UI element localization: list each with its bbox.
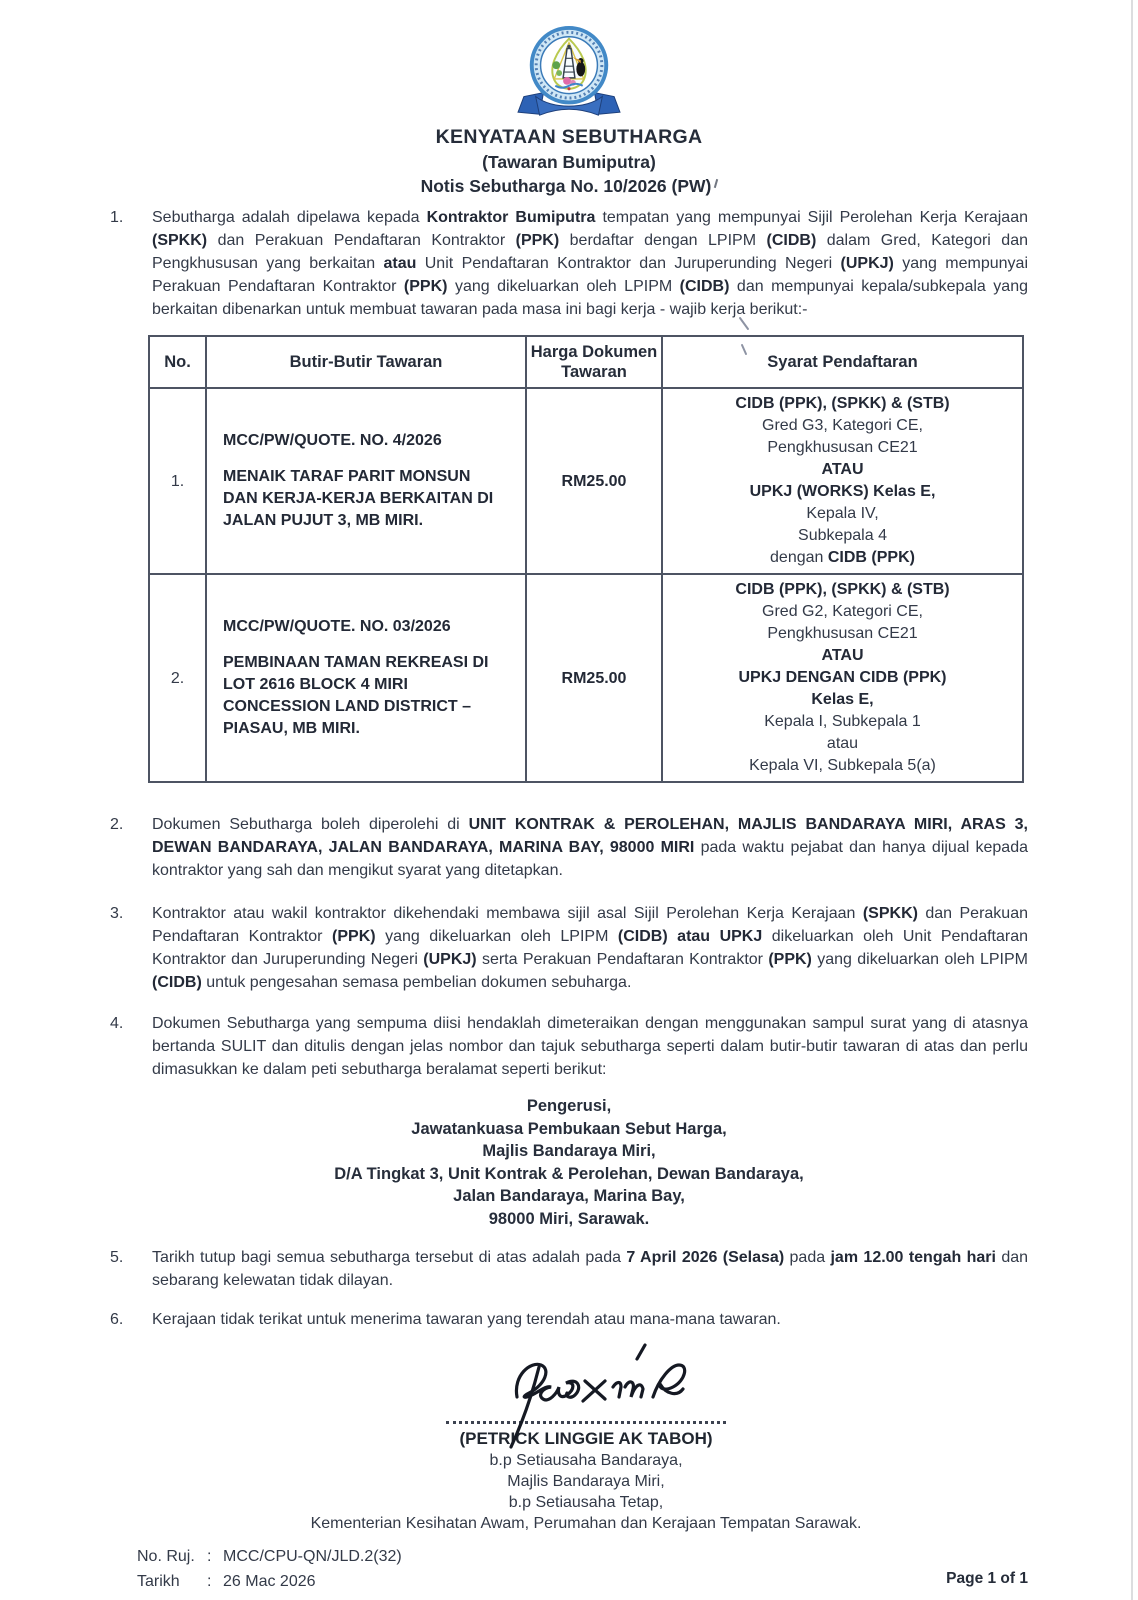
paragraph-1	[110, 206, 1028, 321]
handwritten-signature	[487, 1335, 717, 1453]
document-title: KENYATAAN SEBUTHARGA	[435, 126, 703, 148]
scan-artifact-tick	[714, 179, 718, 188]
notice-number-text: Notis Sebutharga No. 10/2026 (PW)	[420, 176, 712, 196]
paragraph-5-text: Tarikh tutup bagi semua sebutharga tersebut di atas adalah pada 7 April 2026 (Selasa) pada jam 12.00 tengah hari dan sebarang kelewatan tidak dilayan.	[152, 1249, 1029, 1289]
row2-price: RM25.00	[526, 574, 662, 782]
paragraph-1-text: Sebutharga adalah dipelawa kepada Kontraktor Bumiputra tempatan yang mempunyai Sijil Perolehan Kerja Kerajaan (SPKK) dan Perakuan Pendaftaran Kontraktor (PPK) berdaftar dengan LPIPM (CIDB) dalam Gred, Kategori dan Pengkhususan yang berkaitan atau Unit Pendaftaran Kontraktor dan Juruperunding Negeri (UPKJ) yang mempunyai Perakuan Pendaftaran Kontraktor (PPK) yang dikeluarkan oleh LPIPM (CIDB) dan mempunyai kepala/subkepala yang berkaitan dibenarkan untuk membuat tawaran pada masa ini bagi kerja - wajib kerja berikut:-	[152, 209, 1029, 318]
table-row-2	[149, 574, 1023, 782]
date-row	[137, 1569, 402, 1594]
row2-no: 2.	[149, 574, 206, 782]
document-body	[110, 206, 1028, 1534]
document-footer	[137, 1544, 402, 1594]
paragraph-5-number: 5.	[110, 1249, 124, 1266]
paragraph-2-text: Dokumen Sebutharga boleh diperolehi di UNIT KONTRAK & PEROLEHAN, MAJLIS BANDARAYA MIRI, ARAS 3, DEWAN BANDARAYA, JALAN BANDARAYA, MARINA BAY, 98000 MIRI pada waktu pejabat dan hanya dijual kepada kontraktor yang sah dan mengikut syarat yang ditetapkan.	[152, 816, 1029, 879]
paragraph-3-text: Kontraktor atau wakil kontraktor dikehendaki membawa sijil asal Sijil Perolehan Kerja Kerajaan (SPKK) dan Perakuan Pendaftaran Kontraktor (PPK) yang dikeluarkan oleh LPIPM (CIDB) atau UPKJ dikeluarkan oleh Unit Pendaftaran Kontraktor dan Juruperunding Negeri (UPKJ) serta Perakuan Pendaftaran Kontraktor (PPK) yang dikeluarkan oleh LPIPM (CIDB) untuk pengesahan semasa pembelian dokumen sebuharga.	[152, 905, 1029, 991]
majlis-bandaraya-miri-crest-logo	[510, 24, 628, 124]
paragraph-4-text: Dokumen Sebutharga yang sempuma diisi hendaklah dimeteraikan dengan menggunakan sampul surat yang di atasnya bertanda SULIT dan ditulis dengan jelas nombor dan tajuk sebutharga seperti dalam butir-butir tawaran di atas dan perlu dimasukkan ke dalam peti sebutharga beralamat seperti berikut:	[152, 1015, 1028, 1078]
table-header-row	[149, 336, 1023, 388]
paragraph-1-number: 1.	[110, 209, 124, 226]
paragraph-4-number: 4.	[110, 1015, 124, 1032]
reference-separator: :	[207, 1548, 212, 1565]
col-header-butir: Butir-Butir Tawaran	[206, 336, 526, 388]
paragraph-6	[110, 1308, 1028, 1331]
paragraph-6-number: 6.	[110, 1311, 124, 1328]
submission-address-block: Pengerusi, Jawatankuasa Pembukaan Sebut Harga, Majlis Bandaraya Miri, D/A Tingkat 3, Unit Kontrak & Perolehan, Dewan Bandaraya, Jalan Bandaraya, Marina Bay, 98000 Miri, Sarawak.	[334, 1097, 804, 1228]
row1-work-title: MENAIK TARAF PARIT MONSUN DAN KERJA-KERJA BERKAITAN DI JALAN PUJUT 3, MB MIRI.	[223, 468, 494, 529]
page-number: Page 1 of 1	[946, 1570, 1028, 1587]
row1-price: RM25.00	[526, 388, 662, 574]
col-header-syarat: Syarat Pendaftaran	[662, 336, 1023, 388]
reference-number-row	[137, 1544, 402, 1569]
date-label: Tarikh	[137, 1573, 180, 1590]
row2-quote-ref: MCC/PW/QUOTE. NO. 03/2026	[223, 618, 451, 635]
col-header-harga: Harga Dokumen Tawaran	[526, 336, 662, 388]
paragraph-6-text: Kerajaan tidak terikat untuk menerima tawaran yang terendah atau mana-mana tawaran.	[152, 1311, 781, 1328]
paragraph-2-number: 2.	[110, 816, 124, 833]
col-header-no: No.	[149, 336, 206, 388]
row2-work-title: PEMBINAAN TAMAN REKREASI DI LOT 2616 BLOCK 4 MIRI CONCESSION LAND DISTRICT – PIASAU, MB MIRI.	[223, 654, 489, 737]
signatory-titles: b.p Setiausaha Bandaraya, Majlis Bandaraya Miri, b.p Setiausaha Tetap, Kementerian Kesihatan Awam, Perumahan dan Kerajaan Tempatan Sarawak.	[310, 1452, 862, 1532]
reference-value: MCC/CPU-QN/JLD.2(32)	[223, 1548, 402, 1565]
pen-mark-artifact	[737, 315, 751, 357]
paragraph-5	[110, 1246, 1028, 1292]
row1-no: 1.	[149, 388, 206, 574]
row1-butir	[206, 388, 526, 574]
signatory-name: (PETRICK LINGGIE AK TABOH)	[459, 1429, 713, 1448]
tender-table	[148, 335, 1024, 783]
date-separator: :	[207, 1573, 212, 1590]
paragraph-3-number: 3.	[110, 905, 124, 922]
paragraph-3	[110, 902, 1028, 994]
notice-number-line	[0, 174, 1138, 198]
row1-syarat: CIDB (PPK), (SPKK) & (STB) Gred G3, Kategori CE, Pengkhususan CE21 ATAU UPKJ (WORKS) Kelas E, Kepala IV, Subkepala 4 dengan CIDB (PPK)	[662, 388, 1023, 574]
scan-edge-line	[1131, 0, 1133, 1600]
row2-syarat: CIDB (PPK), (SPKK) & (STB) Gred G2, Kategori CE, Pengkhususan CE21 ATAU UPKJ DENGAN CIDB (PPK) Kelas E, Kepala I, Subkepala 1 atau Kepala VI, Subkepala 5(a)	[662, 574, 1023, 782]
date-value: 26 Mac 2026	[223, 1573, 316, 1590]
paragraph-4	[110, 1012, 1028, 1081]
signature-block	[306, 1335, 866, 1534]
table-row-1	[149, 388, 1023, 574]
document-header	[0, 0, 1138, 198]
row2-butir	[206, 574, 526, 782]
document-subtitle: (Tawaran Bumiputra)	[482, 152, 656, 172]
reference-label: No. Ruj.	[137, 1548, 195, 1565]
paragraph-2	[110, 813, 1028, 882]
row1-quote-ref: MCC/PW/QUOTE. NO. 4/2026	[223, 432, 442, 449]
